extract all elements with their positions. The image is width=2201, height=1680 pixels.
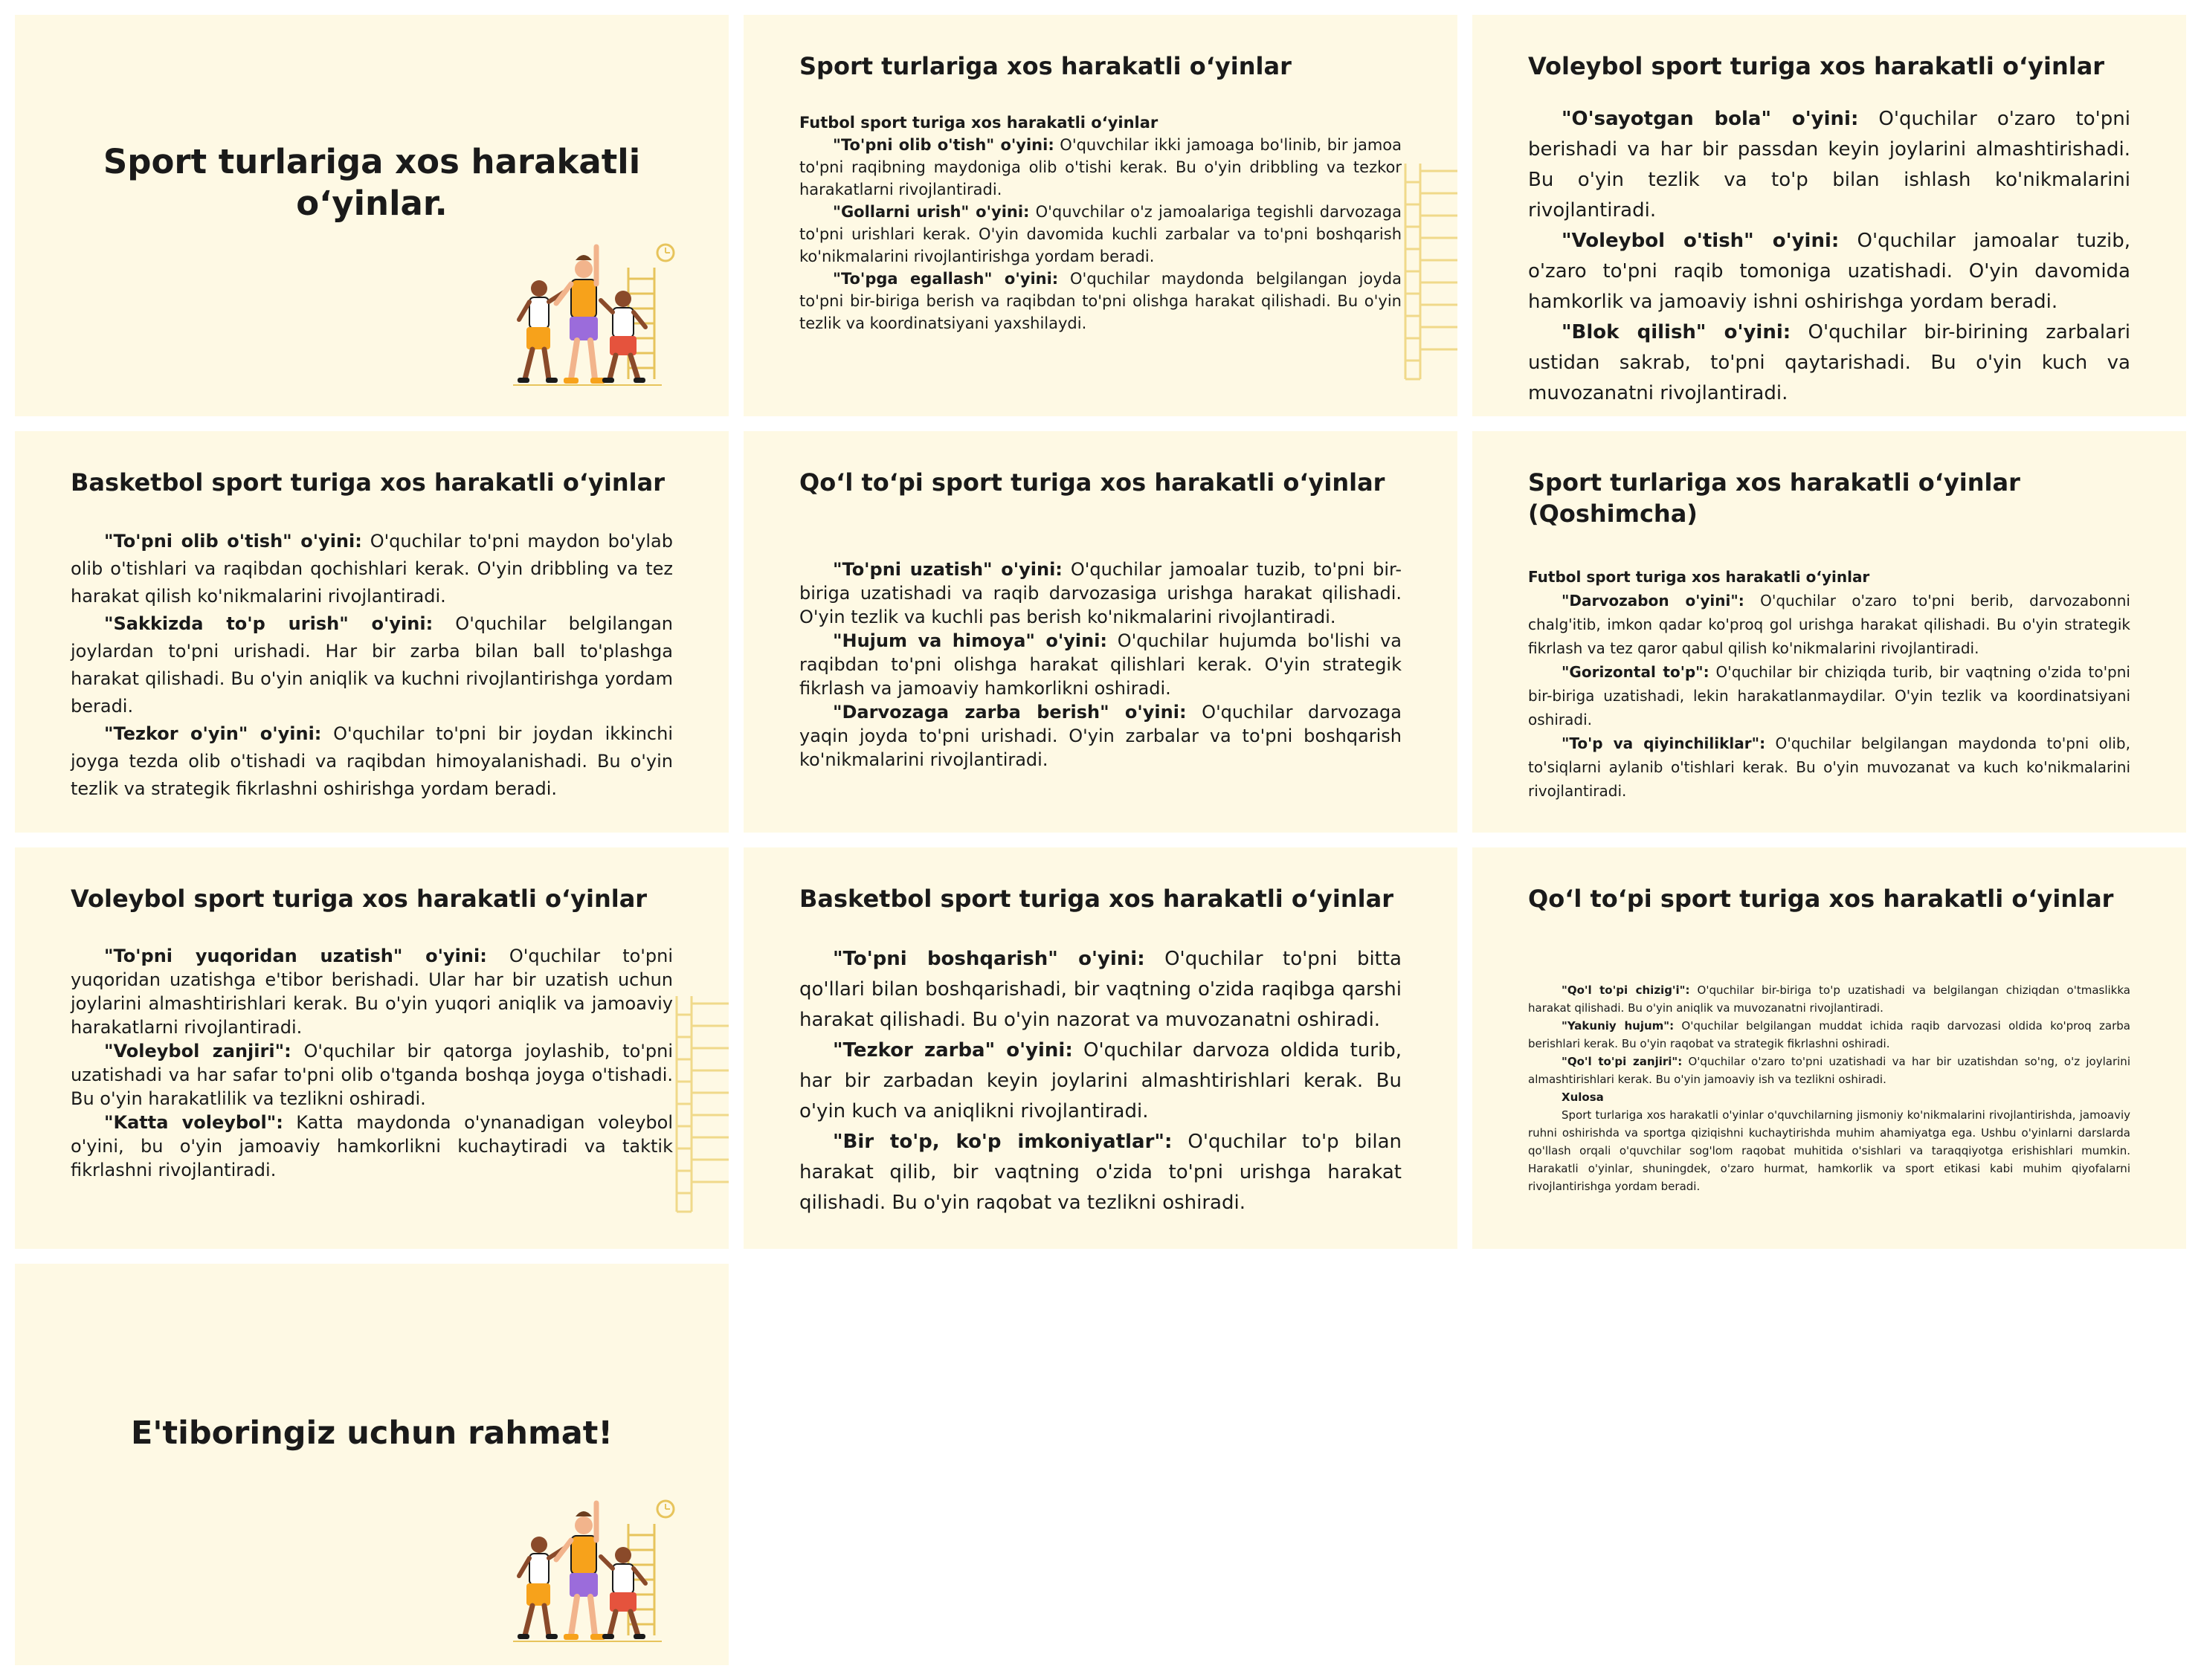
game-item: "To'pni yuqoridan uzatish" o'yini: O'quchilar to'pni yuqoridan uzatishga e'tibor berishadi. Ular har bir uzatish uchun joylarini almashtirishlari kerak. Bu o'yin yuqori aniqlik va jamoaviy harakatlarni rivojlantiradi. (71, 946, 674, 1038)
slide-title: Basketbol sport turiga xos harakatli o‘yinlar (799, 885, 1393, 913)
wall-bars-icon (669, 996, 729, 1219)
slide-subtitle: Futbol sport turiga xos harakatli o‘yinlar (799, 114, 1158, 132)
game-item: "O'sayotgan bola" o'yini: O'quchilar o'zaro to'pni berishadi va har bir passdan keyin joylarini almashtirishadi. Bu o'yin tezlik va to'p bilan ishlash ko'nikmalarini rivojlantiradi. (1528, 108, 2130, 222)
slide-body (799, 558, 1402, 772)
thanks-title: E'tiboringiz uchun rahmat! (131, 1415, 613, 1452)
slide-body (799, 112, 1402, 335)
game-item: "To'pni olib o'tish" o'yini: O'quchilar to'pni maydon bo'ylab olib o'tishlari va raqibdan qochishlari kerak. O'yin dribbling va tez harakat qilish ko'nikmalarini rivojlantiradi. (71, 531, 673, 607)
game-item: "Blok qilish" o'yini: O'quchilar bir-birining zarbalari ustidan sakrab, to'pni qaytarishadi. Bu o'yin kuch va muvozanatni rivojlantiradi. (1528, 321, 2131, 404)
exercising-people-illustration (513, 238, 677, 394)
slide-title: Sport turlariga xos harakatli o‘yinlar (Qoshimcha) (1528, 468, 2020, 528)
slide-1-cover (15, 15, 729, 416)
game-item: "Darvozabon o'yini": O'quchilar o'zaro to'pni berib, darvozabonni chalg'itib, imkon qadar ko'proq gol urishga harakat qilishadi. Bu o'yin strategik fikrlash va tez qaror qabul qilish ko'nikmalarini rivojlantiradi. (1528, 592, 2130, 657)
slide-body (799, 944, 1402, 1218)
game-item: "Gorizontal to'p": O'quchilar bir chiziqda turib, bir vaqtning o'zida to'pni bir-biriga uzatishadi, lekin harakatlanmaydilar. O'yin tezlik va koordinatsiyani oshiradi. (1528, 663, 2130, 728)
game-item: "To'pni boshqarish" o'yini: O'quchilar to'pni bitta qo'llari bilan boshqarishadi, bir vaqtning o'zida raqibga qarshi harakat qilishadi. Bu o'yin nazorat va muvozanatni oshiradi. (799, 948, 1402, 1031)
slide-title: Voleybol sport turiga xos harakatli o‘yinlar (1528, 52, 2105, 80)
game-item: "Qo'l to'pi chizig'i": O'quchilar bir-biriga to'p uzatishadi va belgilangan chiziqdan o'tmaslikka harakat qilishadi. Bu o'yin aniqlik va muvozanatni rivojlantiradi. (1528, 983, 2130, 1015)
slide-body (71, 944, 673, 1182)
game-item: "Yakuniy hujum": O'quchilar belgilangan muddat ichida raqib darvozasi oldida ko'proq zarba berishlari kerak. Bu o'yin raqobat va strategik fikrlashni oshiradi. (1528, 1019, 2130, 1050)
slide-title: Basketbol sport turiga xos harakatli o‘yinlar (71, 468, 665, 497)
slide-title: Sport turlariga xos harakatli o‘yinlar (799, 52, 1292, 80)
slide-9-handball-conclusion (1472, 847, 2186, 1249)
slide-title: Qo‘l to‘pi sport turiga xos harakatli o‘yinlar (1528, 885, 2114, 913)
conclusion-text: Sport turlariga xos harakatli o'yinlar o'quvchilarning jismoniy ko'nikmalarini rivojlantirishda, jamoaviy ruhni oshirishda va sportga qiziqishni kuchaytirishda muhim ahamiyatga ega. Ushbu o'yinlarni darslarda qo'llash orqali o'quvchilar sog'lom raqobat muhitida o'sishlari va taraqqiyotga erishishlari mumkin. Harakatli o'yinlar, shuningdek, o'zaro hurmat, hamkorlik va sport etikasi kabi muhim qiyofalarni rivojlantirishga yordam beradi. (1528, 1108, 2130, 1193)
game-item: "Bir to'p, ko'p imkoniyatlar": O'quchilar to'p bilan harakat qilib, bir vaqtning o'zida to'pni urishga harakat qilishadi. Bu o'yin raqobat va tezlikni oshiradi. (799, 1131, 1402, 1214)
game-item: "Tezkor zarba" o'yini: O'quchilar darvoza oldida turib, har bir zarbadan keyin joylarini almashtirishlari kerak. Bu o'yin kuch va aniqlikni rivojlantiradi. (799, 1039, 1402, 1122)
game-item: "Qo'l to'pi zanjiri": O'quchilar o'zaro to'pni uzatishadi va har bir uzatishdan so'ng, o'z joylarini almashtirishlari kerak. Bu o'yin jamoaviy ish va tezlikni oshiradi. (1528, 1055, 2130, 1086)
game-item: "To'pga egallash" o'yini: O'quchilar maydonda belgilangan joyda to'pni bir-biriga berish va raqibdan to'pni olishga harakat qilishadi. Bu o'yin tezlik va koordinatsiyani yaxshilaydi. (799, 270, 1402, 332)
slide-subtitle: Futbol sport turiga xos harakatli o‘yinlar (1528, 568, 1870, 586)
conclusion-heading: Xulosa (1562, 1091, 1604, 1104)
cover-title: Sport turlariga xos harakatli o‘yinlar. (103, 142, 641, 223)
slide-2-football (744, 15, 1457, 416)
game-item: "Voleybol o'tish" o'yini: O'quchilar jamoalar tuzib, o'zaro to'pni raqib tomoniga uzatishadi. O'yin davomida hamkorlik va jamoaviy ishni oshirishga yordam beradi. (1528, 230, 2131, 313)
game-item: "To'p va qiyinchiliklar": O'quchilar belgilangan maydonda to'pni olib, to'siqlarni aylanib o'tishlari kerak. Bu o'yin muvozanat va kuch ko'nikmalarini rivojlantiradi. (1528, 734, 2130, 800)
game-item: "Sakkizda to'p urish" o'yini: O'quchilar belgilangan joylardan to'pni urishadi. Har bir zarba bilan ball to'plashga harakat qilishadi. Bu o'yin aniqlik va kuchni rivojlantirishga yordam beradi. (71, 613, 673, 717)
slide-6-football-extra (1472, 431, 2186, 833)
game-item: "Hujum va himoya" o'yini: O'quchilar hujumda bo'lishi va raqibdan to'pni olishga harakat qilishlari kerak. O'yin strategik fikrlash va jamoaviy hamkorlikni oshiradi. (799, 630, 1402, 699)
game-item: "Gollarni urish" o'yini: O'quvchilar o'z jamoalariga tegishli darvozaga to'pni urishlari kerak. O'yin davomida kuchli zarbalar va to'pni boshqarish ko'nikmalarini rivojlantirishga yordam beradi. (799, 203, 1402, 265)
game-item: "Voleybol zanjiri": O'quchilar bir qatorga joylashib, to'pni uzatishadi va har safar to'pni olib o'tganda boshqa joyga o'tishadi. Bu o'yin harakatlilik va tezlikni oshiradi. (71, 1041, 673, 1109)
slide-5-handball (744, 431, 1457, 833)
exercising-people-illustration (513, 1494, 677, 1650)
slide-10-thanks (15, 1264, 729, 1665)
slide-7-volleyball (15, 847, 729, 1249)
game-item: "Darvozaga zarba berish" o'yini: O'quchilar darvozaga yaqin joyda to'pni urishadi. O'yin zarbalar va to'pni boshqarish ko'nikmalarini rivojlantiradi. (799, 702, 1402, 770)
game-item: "Tezkor o'yin" o'yini: O'quchilar to'pni bir joydan ikkinchi joyga tezda olib o'tishadi va raqibdan himoyalanishadi. Bu o'yin tezlik va strategik fikrlashni oshirishga yordam beradi. (71, 723, 674, 799)
slide-body (71, 528, 673, 803)
slide-4-basketball (15, 431, 729, 833)
slide-3-volleyball (1472, 15, 2186, 416)
game-item: "To'pni olib o'tish" o'yini: O'quvchilar ikki jamoaga bo'linib, bir jamoa to'pni raqibning maydoniga olib o'tishi kerak. Bu o'yin dribbling va tezkor harakatlarni rivojlantiradi. (799, 136, 1402, 198)
slide-title: Qo‘l to‘pi sport turiga xos harakatli o‘yinlar (799, 468, 1385, 497)
slide-body (1528, 981, 2130, 1195)
slide-title: Voleybol sport turiga xos harakatli o‘yinlar (71, 885, 648, 913)
slide-body (1528, 104, 2130, 409)
game-item: "To'pni uzatish" o'yini: O'quchilar jamoalar tuzib, to'pni bir-biriga uzatishadi va raqib darvozasiga urishga harakat qilishadi. O'yin tezlik va kuchli pas berish ko'nikmalarini rivojlantiradi. (799, 559, 1402, 627)
game-item: "Katta voleybol": Katta maydonda o'ynanadigan voleybol o'yini, bu o'yin jamoaviy hamkorlikni kuchaytiradi va taktik fikrlashni rivojlantiradi. (71, 1112, 673, 1180)
slide-body (1528, 565, 2130, 803)
slide-8-basketball (744, 847, 1457, 1249)
wall-bars-icon (1398, 164, 1457, 387)
